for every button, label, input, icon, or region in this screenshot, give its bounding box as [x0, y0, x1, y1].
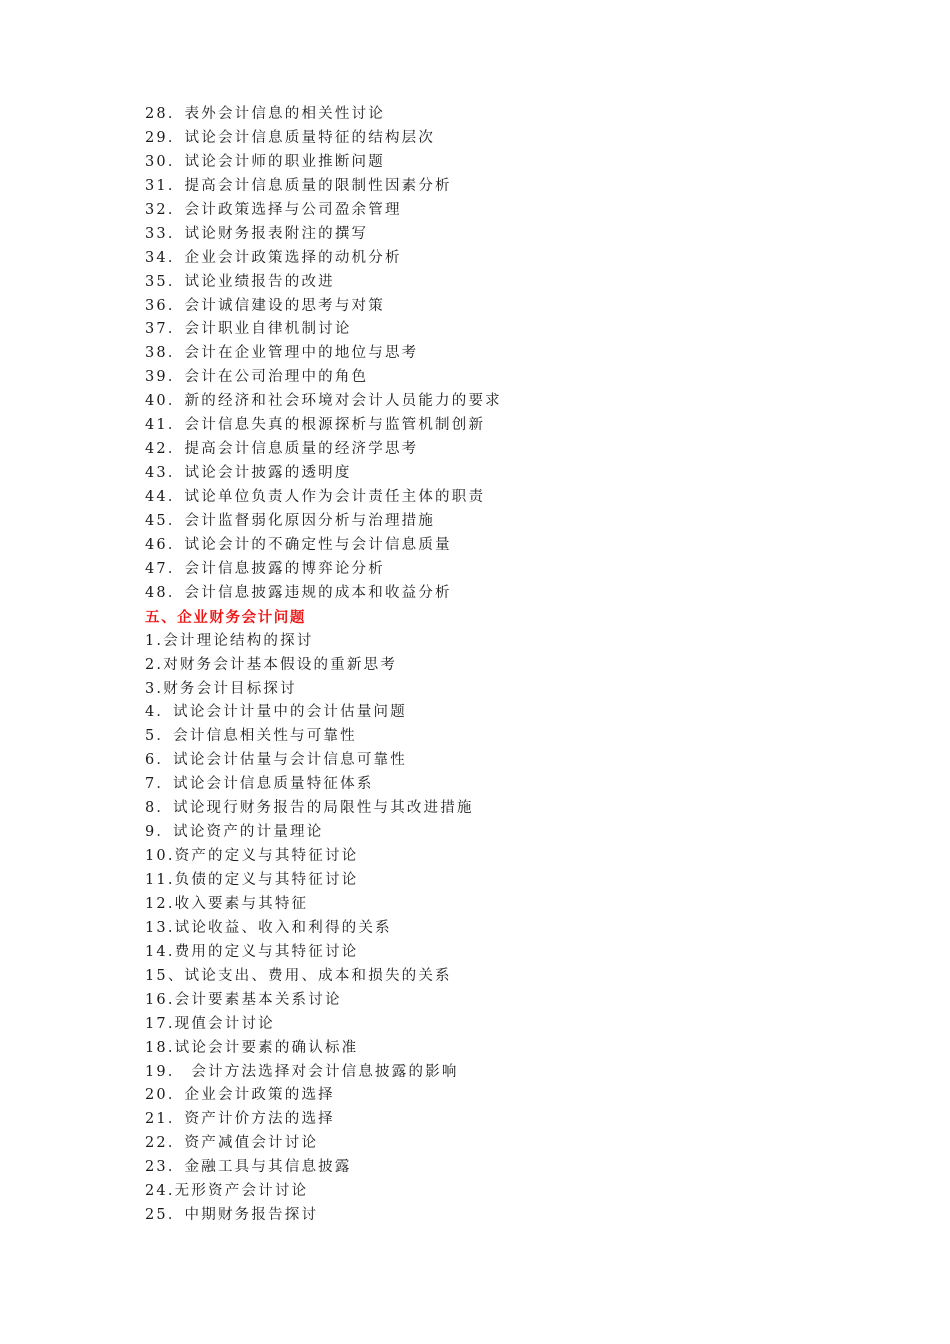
- list-item: 28．表外会计信息的相关性讨论: [145, 106, 385, 122]
- list-item: 22．资产减值会计讨论: [145, 1135, 319, 1152]
- list-item: 19． 会计方法选择对会计信息披露的影响: [145, 1063, 459, 1080]
- list-item: 45．会计监督弱化原因分析与治理措施: [145, 512, 436, 529]
- list-item: 23．金融工具与其信息披露: [145, 1159, 352, 1176]
- list-item: 47．会计信息披露的博弈论分析: [145, 560, 385, 577]
- list-item: 7．试论会计信息质量特征体系: [145, 776, 374, 793]
- list-item: 44．试论单位负责人作为会计责任主体的职责: [145, 489, 486, 505]
- section-heading: 五、企业财务会计问题: [145, 608, 306, 626]
- list-item: 24.无形资产会计讨论: [145, 1183, 309, 1200]
- list-item: 20．企业会计政策的选择: [145, 1087, 335, 1104]
- list-item: 46．试论会计的不确定性与会计信息质量: [145, 536, 452, 553]
- list-item: 42．提高会计信息质量的经济学思考: [145, 441, 419, 458]
- list-item: 48．会计信息披露违规的成本和收益分析: [145, 584, 452, 601]
- list-item: 14.费用的定义与其特征讨论: [145, 943, 359, 960]
- list-item: 33．试论财务报表附注的撰写: [145, 225, 369, 242]
- list-item: 40．新的经济和社会环境对会计人员能力的要求: [145, 393, 502, 410]
- list-item: 2.对财务会计基本假设的重新思考: [145, 656, 398, 673]
- list-item: 17.现值会计讨论: [145, 1015, 275, 1032]
- list-item: 36．会计诚信建设的思考与对策: [145, 297, 385, 314]
- list-item: 38．会计在企业管理中的地位与思考: [145, 345, 419, 362]
- list-item: 11.负债的定义与其特征讨论: [145, 872, 359, 888]
- list-item: 8．试论现行财务报告的局限性与其改进措施: [145, 800, 474, 817]
- list-item: 32．会计政策选择与公司盈余管理: [145, 201, 402, 218]
- list-item: 18.试论会计要素的确认标准: [145, 1039, 359, 1056]
- list-item: 34．企业会计政策选择的动机分析: [145, 249, 402, 266]
- list-item: 35．试论业绩报告的改进: [145, 273, 335, 290]
- list-item: 21．资产计价方法的选择: [145, 1111, 335, 1128]
- list-item: 12.收入要素与其特征: [145, 895, 309, 912]
- list-item: 39．会计在公司治理中的角色: [145, 369, 369, 386]
- list-item: 5．会计信息相关性与可靠性: [145, 728, 357, 745]
- document-page: [145, 103, 905, 1228]
- list-item: 6．试论会计估量与会计信息可靠性: [145, 752, 407, 769]
- list-item: 1.会计理论结构的探讨: [145, 632, 314, 649]
- list-item: 30．试论会计师的职业推断问题: [145, 153, 385, 170]
- list-item: 13.试论收益、收入和利得的关系: [145, 919, 392, 936]
- list-item: 15、试论支出、费用、成本和损失的关系: [145, 967, 452, 984]
- list-item: 41．会计信息失真的根源探析与监管机制创新: [145, 417, 486, 434]
- list-item: 43．试论会计披露的透明度: [145, 465, 352, 482]
- list-item: 29．试论会计信息质量特征的结构层次: [145, 129, 436, 146]
- list-item: 4．试论会计计量中的会计估量问题: [145, 704, 407, 721]
- list-item: 16.会计要素基本关系讨论: [145, 991, 342, 1008]
- list-item: 31．提高会计信息质量的限制性因素分析: [145, 177, 452, 194]
- list-item: 37．会计职业自律机制讨论: [145, 321, 352, 338]
- list-item: 25．中期财务报告探讨: [145, 1207, 319, 1224]
- list-item: 3.财务会计目标探讨: [145, 680, 297, 697]
- list-item: 10.资产的定义与其特征讨论: [145, 848, 359, 865]
- list-item: 9．试论资产的计量理论: [145, 824, 324, 841]
